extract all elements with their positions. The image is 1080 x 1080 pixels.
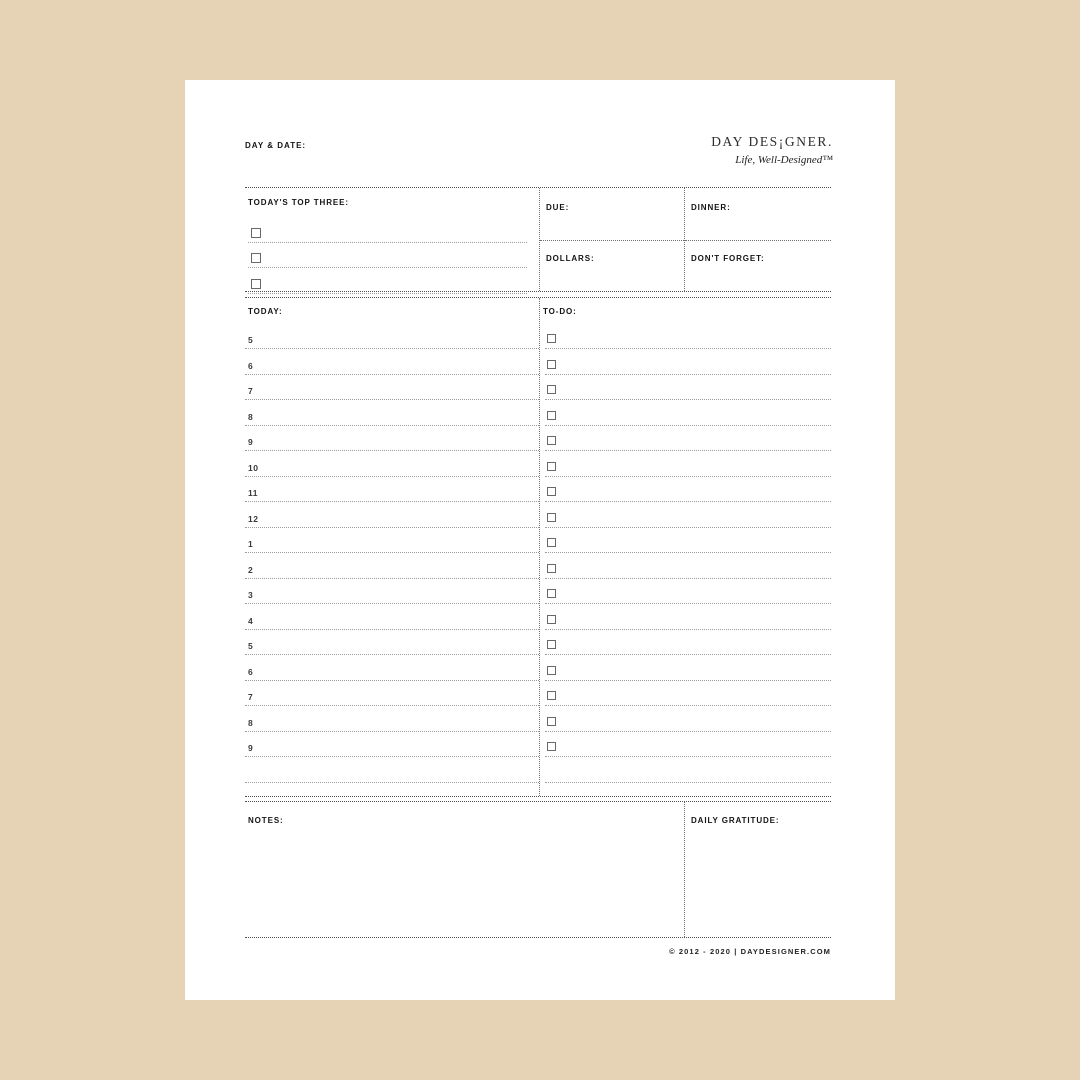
- notes-panel: [245, 802, 685, 937]
- hour-label: 9: [248, 743, 254, 753]
- hour-label: 6: [248, 666, 254, 677]
- checkbox[interactable]: [547, 666, 556, 675]
- brand-tagline: Life, Well-Designed™: [735, 154, 833, 166]
- hour-label: 10: [248, 462, 259, 473]
- hour-label: 12: [248, 513, 259, 524]
- schedule-row: [245, 349, 539, 375]
- checkbox[interactable]: [547, 462, 556, 471]
- todo-row: [545, 732, 831, 758]
- brand-logo: [711, 134, 833, 166]
- top-three-row: [248, 268, 527, 294]
- top-three-panel: [245, 188, 540, 291]
- checkbox[interactable]: [547, 640, 556, 649]
- dinner-forget-panel: [685, 188, 831, 291]
- dont-forget-cell: [685, 241, 831, 291]
- checkbox[interactable]: [547, 717, 556, 726]
- hour-label: 8: [248, 411, 254, 422]
- due-dollars-panel: [540, 188, 685, 291]
- hour-label: 11: [248, 488, 258, 498]
- schedule-label: TODAY:: [248, 307, 283, 316]
- schedule-row: [245, 477, 539, 503]
- todo-row: [545, 477, 831, 503]
- todo-row: [545, 324, 831, 350]
- brand-name: DAY DES¡GNER.: [711, 134, 833, 149]
- schedule-row: [245, 630, 539, 656]
- todo-panel: [540, 298, 831, 796]
- todo-row: [545, 553, 831, 579]
- dollars-cell: [540, 241, 684, 291]
- gratitude-panel: [685, 802, 831, 937]
- checkbox[interactable]: [547, 385, 556, 394]
- schedule-row: [245, 400, 539, 426]
- checkbox[interactable]: [547, 538, 556, 547]
- hour-label: 9: [248, 437, 254, 447]
- due-label: DUE:: [546, 203, 570, 212]
- todo-row: [545, 706, 831, 732]
- dollars-label: DOLLARS:: [546, 254, 595, 263]
- checkbox[interactable]: [251, 253, 261, 263]
- schedule-extra-line: [245, 757, 539, 783]
- top-three-row: [248, 243, 527, 269]
- todo-rows: [545, 298, 831, 783]
- top-three-row: [248, 217, 527, 243]
- schedule-row: [245, 706, 539, 732]
- checkbox[interactable]: [547, 589, 556, 598]
- dinner-label: DINNER:: [691, 203, 731, 212]
- todo-row: [545, 451, 831, 477]
- hour-label: 2: [248, 564, 254, 575]
- checkbox[interactable]: [547, 691, 556, 700]
- hour-label: 7: [248, 386, 254, 396]
- due-cell: [540, 188, 684, 241]
- checkbox[interactable]: [547, 615, 556, 624]
- todo-row: [545, 528, 831, 554]
- checkbox[interactable]: [547, 334, 556, 343]
- dinner-cell: [685, 188, 831, 241]
- dont-forget-label: DON'T FORGET:: [691, 254, 765, 263]
- hour-label: 8: [248, 717, 254, 728]
- todo-row: [545, 655, 831, 681]
- checkbox[interactable]: [547, 564, 556, 573]
- notes-section: [245, 801, 831, 938]
- hour-label: 5: [248, 335, 254, 345]
- hour-label: 7: [248, 692, 254, 702]
- todo-row: [545, 426, 831, 452]
- schedule-todo-section: [245, 297, 831, 797]
- checkbox[interactable]: [547, 487, 556, 496]
- schedule-row: [245, 681, 539, 707]
- copyright-footer: © 2012 - 2020 | DAYDESIGNER.COM: [669, 947, 831, 956]
- top-three-rows: [248, 207, 527, 294]
- schedule-row: [245, 502, 539, 528]
- todo-row: [545, 579, 831, 605]
- todo-row: [545, 349, 831, 375]
- todo-row: [545, 400, 831, 426]
- schedule-row: [245, 451, 539, 477]
- checkbox[interactable]: [547, 742, 556, 751]
- todo-extra-line: [545, 757, 831, 783]
- todo-row: [545, 604, 831, 630]
- todo-row: [545, 681, 831, 707]
- checkbox[interactable]: [547, 360, 556, 369]
- schedule-panel: [245, 298, 540, 796]
- schedule-row: [245, 732, 539, 758]
- planner-page: [185, 80, 895, 1000]
- schedule-row: [245, 528, 539, 554]
- day-date-label: DAY & DATE:: [245, 141, 307, 150]
- checkbox[interactable]: [547, 436, 556, 445]
- todo-label: TO-DO:: [543, 307, 577, 316]
- top-three-label: TODAY'S TOP THREE:: [248, 198, 349, 207]
- hour-label: 1: [248, 539, 254, 549]
- schedule-row: [245, 553, 539, 579]
- schedule-row: [245, 426, 539, 452]
- todo-row: [545, 502, 831, 528]
- schedule-row: [245, 579, 539, 605]
- hour-label: 3: [248, 590, 254, 600]
- checkbox[interactable]: [251, 228, 261, 238]
- hour-label: 6: [248, 360, 254, 371]
- checkbox[interactable]: [547, 513, 556, 522]
- checkbox[interactable]: [251, 279, 261, 289]
- hour-label: 5: [248, 641, 254, 651]
- gratitude-label: DAILY GRATITUDE:: [691, 816, 780, 825]
- todo-row: [545, 630, 831, 656]
- hour-label: 4: [248, 615, 254, 626]
- todo-row: [545, 375, 831, 401]
- schedule-row: [245, 655, 539, 681]
- checkbox[interactable]: [547, 411, 556, 420]
- schedule-row: [245, 375, 539, 401]
- schedule-row: [245, 324, 539, 350]
- schedule-row: [245, 604, 539, 630]
- schedule-rows: [245, 298, 539, 783]
- notes-label: NOTES:: [248, 816, 284, 825]
- top-section: [245, 187, 831, 292]
